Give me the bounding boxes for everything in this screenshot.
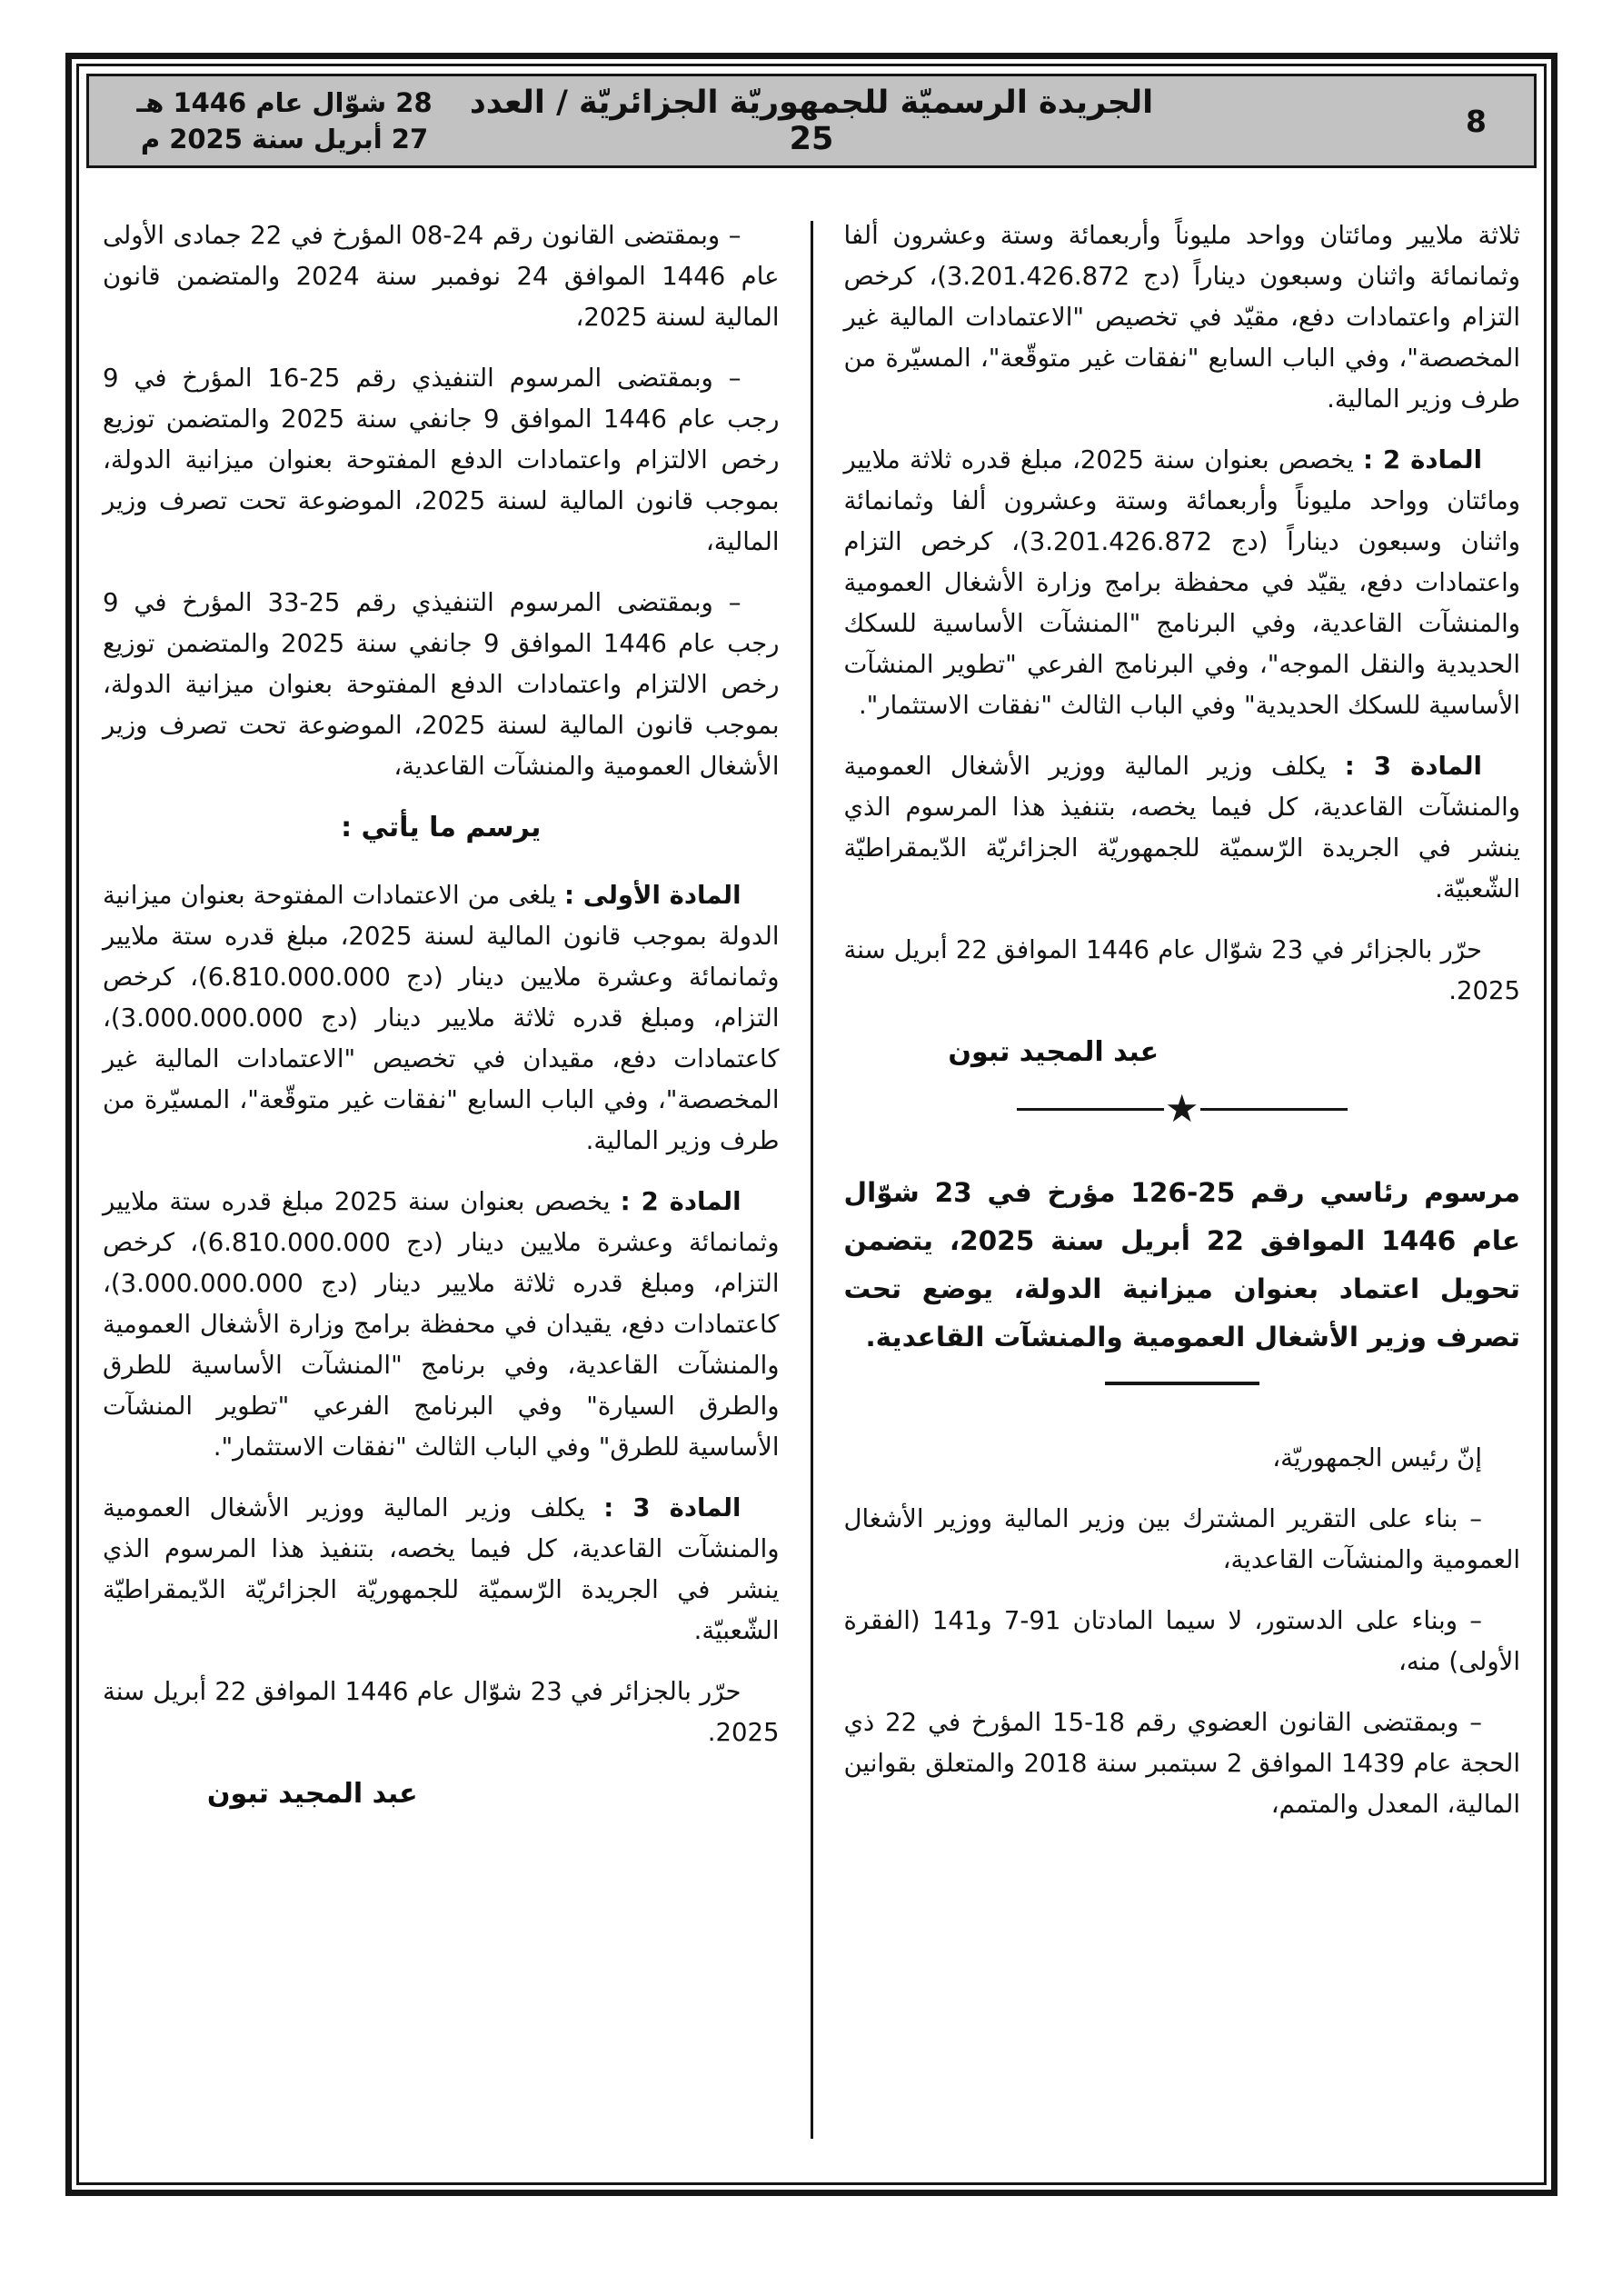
date-hijri: 28 شوّال عام 1446 هـ [136,87,433,118]
column-right [813,215,1521,2182]
article-1-left [103,875,780,1162]
article-text: يخصص بعنوان سنة 2025، مبلغ قدره ثلاثة ملايير ومائتان وواحد مليوناً وأربعمائة وستة وعشرون ألفا وثمانمائة واثنان وسبعون ديناراً ‪(3.201.426.872 دج)‬، كرخص التزام واعتمادات دفع، يقيّد في محفظة برامج وزارة الأشغال العمومية والمنشآت القاعدية، وفي البرنامج "المنشآت الأساسية للسكك الحديدية والنقل الموجه"، وفي البرنامج الفرعي "تطوير المنشآت الأساسية للسكك الحديدية" وفي الباب الثالث "نفقات الاستثمار". [843,445,1520,720]
article-2-right [844,440,1521,726]
article-label: المادة 3 : [1344,752,1482,781]
text-columns [79,168,1544,2182]
article-3-left [103,1488,780,1652]
article-label: المادة الأولى : [564,881,741,910]
header-dates [89,85,453,157]
enacting-formula: يرسم ما يأتي : [341,812,542,844]
star-icon: ★ [1164,1086,1199,1131]
visa-report: – بناء على التقرير المشترك بين وزير المالية ووزير الأشغال العمومية والمنشآت القاعدية، [843,1504,1520,1574]
page-frame [65,53,1557,2196]
signature-president: عبد المجيد تبون [206,1778,418,1810]
column-left [103,215,811,2182]
journal-title: الجريدة الرسميّة للجمهوريّة الجزائريّة / العدد 25 [469,85,1154,157]
separator-line-right [1200,1108,1348,1111]
article-3-right [844,746,1521,910]
article-label: المادة 2 : [620,1187,741,1216]
article-text: يخصص بعنوان سنة 2025 مبلغ قدره ستة ملايير وثمانمائة وعشرة ملايين دينار ‪(6.810.000.000 دج)‬، كرخص التزام، ومبلغ قدره ثلاثة ملايير دينار ‪(3.000.000.000 دج)‬، كاعتمادات دفع، يقيدان في محفظة برامج وزارة الأشغال العمومية والمنشآت القاعدية، وفي برنامج "المنشآت الأساسية للطرق والطرق السيارة" وفي البرنامج الفرعي "تطوير المنشآت الأساسية للطرق" وفي الباب الثالث "نفقات الاستثمار". [103,1187,780,1462]
journal-header-bar [86,74,1537,168]
dateline-right: حرّر بالجزائر في 23 شوّال عام 1446 الموافق 22 أبريل سنة 2025. [843,935,1520,1005]
article-text: يلغى من الاعتمادات المفتوحة بعنوان ميزانية الدولة بموجب قانون المالية لسنة 2025، مبلغ قدره ستة ملايير وثمانمائة وعشرة ملايين دينار ‪(6.810.000.000 دج)‬، كرخص التزام، ومبلغ قدره ثلاثة ملايير دينار ‪(3.000.000.000 دج)‬، كاعتمادات دفع، مقيدان في تخصيص "الاعتمادات المالية غير المخصصة"، وفي الباب السابع "نفقات غير متوقّعة"، المسيّرة من طرف وزير المالية. [103,881,780,1155]
visa-decree-33: – وبمقتضى المرسوم التنفيذي رقم 25‏-‏33 المؤرخ في 9 رجب عام 1446 الموافق 9 جانفي سنة 2025 والمتضمن توزيع رخص الالتزام واعتمادات الدفع المفتوحة بعنوان ميزانية الدولة، بموجب قانون المالية لسنة 2025، الموضوعة تحت تصرف وزير الأشغال العمومية والمنشآت القاعدية، [103,588,780,781]
dateline-left: حرّر بالجزائر في 23 شوّال عام 1446 الموافق 22 أبريل سنة 2025. [103,1677,780,1747]
decree-title: مرسوم رئاسي رقم 25‏-‏126 مؤرخ في 23 شوّال عام 1446 الموافق 22 أبريل سنة 2025، يتضمن تحويل اعتماد بعنوان ميزانية الدولة، يوضع تحت تصرف وزير الأشغال العمومية والمنشآت القاعدية. [843,1177,1521,1353]
article-2-left [103,1182,780,1468]
preamble-intro: إنّ رئيس الجمهوريّة، [1272,1443,1482,1472]
visa-organic-law: – وبمقتضى القانون العضوي رقم 18‏-‏15 المؤرخ في 22 ذي الحجة عام 1439 الموافق 2 سبتمبر سنة 2018 والمتعلق بقوانين المالية، المعدل والمتمم، [843,1708,1520,1819]
page-frame-inner [76,64,1547,2185]
visa-finance-law: – وبمقتضى القانون رقم 24‏-‏08 المؤرخ في 22 جمادى الأولى عام 1446 الموافق 24 نوفمبر سنة 2024 والمتضمن قانون المالية لسنة 2025، [103,221,780,332]
column-divider [811,221,813,2139]
article-text: يكلف وزير المالية ووزير الأشغال العمومية والمنشآت القاعدية، كل فيما يخصه، بتنفيذ هذا المرسوم الذي ينشر في الجريدة الرّسميّة للجمهوريّة الجزائريّة الدّيمقراطيّة الشّعبيّة. [103,1493,780,1645]
page-number: 8 [1466,103,1487,139]
paragraph-continuation: ثلاثة ملايير ومائتان وواحد مليوناً وأربعمائة وستة وعشرون ألفا وثمانمائة واثنان وسبعون ديناراً ‪(3.201.426.872 دج)‬، كرخص التزام واعتمادات دفع، مقيّد في تخصيص "الاعتمادات المالية غير المخصصة"، وفي الباب السابع "نفقات غير متوقّعة"، المسيّرة من طرف وزير المالية. [843,221,1520,414]
article-label: المادة 2 : [1362,445,1483,474]
separator-line-left [1017,1108,1164,1111]
signature-president: عبد المجيد تبون [948,1036,1159,1068]
visa-decree-16: – وبمقتضى المرسوم التنفيذي رقم 25‏-‏16 المؤرخ في 9 رجب عام 1446 الموافق 9 جانفي سنة 2025 والمتضمن توزيع رخص الالتزام واعتمادات الدفع المفتوحة بعنوان ميزانية الدولة، بموجب قانون المالية لسنة 2025، الموضوعة تحت تصرف وزير المالية، [103,364,780,556]
star-separator [844,1086,1521,1131]
title-rule [1105,1382,1259,1385]
article-label: المادة 3 : [603,1493,741,1522]
article-text: يكلف وزير المالية ووزير الأشغال العمومية والمنشآت القاعدية، كل فيما يخصه، بتنفيذ هذا المرسوم الذي ينشر في الجريدة الرّسميّة للجمهوريّة الجزائريّة الدّيمقراطيّة الشّعبيّة. [843,752,1520,903]
date-gregorian: 27 أبريل سنة 2025 م [140,124,429,155]
visa-constitution: – وبناء على الدستور، لا سيما المادتان 91‏-‏7 و141 (الفقرة الأولى) منه، [843,1606,1520,1676]
